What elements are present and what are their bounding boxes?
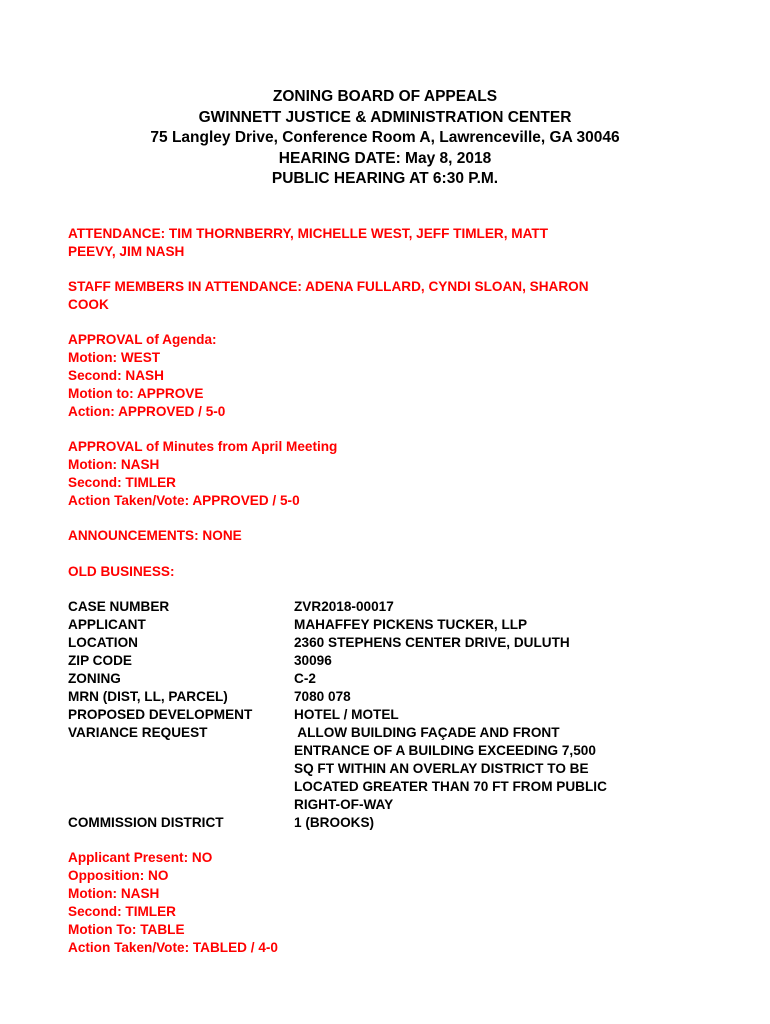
mrn-value: 7080 078 — [294, 689, 351, 704]
case-row — [68, 814, 607, 832]
opposition: Opposition: NO — [68, 868, 169, 883]
minutes-motion: Motion: NASH — [68, 457, 160, 472]
case-outcome-section — [68, 849, 278, 957]
case-number-value: ZVR2018-00017 — [294, 599, 394, 614]
commission-district-label: COMMISSION DISTRICT — [68, 815, 224, 830]
case-row — [68, 598, 607, 616]
header-hearing-time: PUBLIC HEARING AT 6:30 P.M. — [271, 170, 499, 187]
agenda-approval-section — [68, 331, 225, 421]
agenda-title: APPROVAL of Agenda: — [68, 332, 217, 347]
variance-line-5: RIGHT-OF-WAY — [294, 797, 394, 812]
minutes-action: Action Taken/Vote: APPROVED / 5-0 — [68, 493, 300, 508]
proposed-development-value: HOTEL / MOTEL — [294, 707, 399, 722]
applicant-label: APPLICANT — [68, 617, 146, 632]
case-details-table — [68, 598, 607, 832]
staff-line-1: STAFF MEMBERS IN ATTENDANCE: ADENA FULLARD, CYNDI SLOAN, SHARON — [68, 279, 589, 294]
attendance-line-2: PEEVY, JIM NASH — [68, 244, 185, 259]
agenda-second: Second: NASH — [68, 368, 164, 383]
commission-district-value: 1 (BROOKS) — [294, 815, 375, 830]
mrn-label: MRN (DIST, LL, PARCEL) — [68, 689, 228, 704]
outcome-second: Second: TIMLER — [68, 904, 176, 919]
minutes-second: Second: TIMLER — [68, 475, 176, 490]
header-address: 75 Langley Drive, Conference Room A, Lawrenceville, GA 30046 — [150, 129, 620, 146]
case-row — [68, 688, 607, 706]
agenda-motion: Motion: WEST — [68, 350, 161, 365]
location-value: 2360 STEPHENS CENTER DRIVE, DULUTH — [294, 635, 570, 650]
header-venue: GWINNETT JUSTICE & ADMINISTRATION CENTER — [198, 108, 572, 126]
attendance-section — [68, 225, 548, 261]
staff-section — [68, 278, 589, 314]
location-label: LOCATION — [68, 635, 138, 650]
case-row — [68, 616, 607, 634]
agenda-action: Action: APPROVED / 5-0 — [68, 404, 226, 419]
outcome-motion: Motion: NASH — [68, 886, 160, 901]
variance-line-2: ENTRANCE OF A BUILDING EXCEEDING 7,500 — [294, 743, 596, 758]
staff-line-2: COOK — [68, 297, 109, 312]
case-row — [68, 706, 607, 724]
case-row — [68, 652, 607, 670]
attendance-line-1: ATTENDANCE: TIM THORNBERRY, MICHELLE WEST, JEFF TIMLER, MATT — [68, 226, 549, 241]
zip-code-value: 30096 — [294, 653, 332, 668]
announcements-section — [68, 527, 242, 545]
variance-line-1: ALLOW BUILDING FAÇADE AND FRONT — [294, 725, 560, 740]
case-row — [68, 724, 607, 814]
zoning-label: ZONING — [68, 671, 121, 686]
applicant-present: Applicant Present: NO — [68, 850, 213, 865]
variance-line-4: LOCATED GREATER THAN 70 FT FROM PUBLIC — [294, 779, 607, 794]
proposed-development-label: PROPOSED DEVELOPMENT — [68, 707, 253, 722]
header-title: ZONING BOARD OF APPEALS — [272, 88, 498, 105]
zip-code-label: ZIP CODE — [68, 653, 132, 668]
minutes-approval-section — [68, 438, 337, 510]
agenda-motion-to: Motion to: APPROVE — [68, 386, 204, 401]
case-row — [68, 634, 607, 652]
variance-request-value — [294, 724, 607, 814]
old-business-section — [68, 563, 175, 581]
minutes-title: APPROVAL of Minutes from April Meeting — [68, 439, 338, 454]
variance-line-3: SQ FT WITHIN AN OVERLAY DISTRICT TO BE — [294, 761, 589, 776]
case-row — [68, 670, 607, 688]
old-business-heading: OLD BUSINESS: — [68, 564, 175, 579]
outcome-motion-to: Motion To: TABLE — [68, 922, 185, 937]
applicant-value: MAHAFFEY PICKENS TUCKER, LLP — [294, 617, 528, 632]
header-hearing-date: HEARING DATE: May 8, 2018 — [278, 149, 492, 167]
document-header — [0, 87, 770, 190]
announcements-text: ANNOUNCEMENTS: NONE — [68, 528, 242, 543]
case-number-label: CASE NUMBER — [68, 599, 170, 614]
outcome-action: Action Taken/Vote: TABLED / 4-0 — [68, 940, 278, 955]
variance-request-label: VARIANCE REQUEST — [68, 725, 208, 740]
zoning-value: C-2 — [294, 671, 316, 686]
